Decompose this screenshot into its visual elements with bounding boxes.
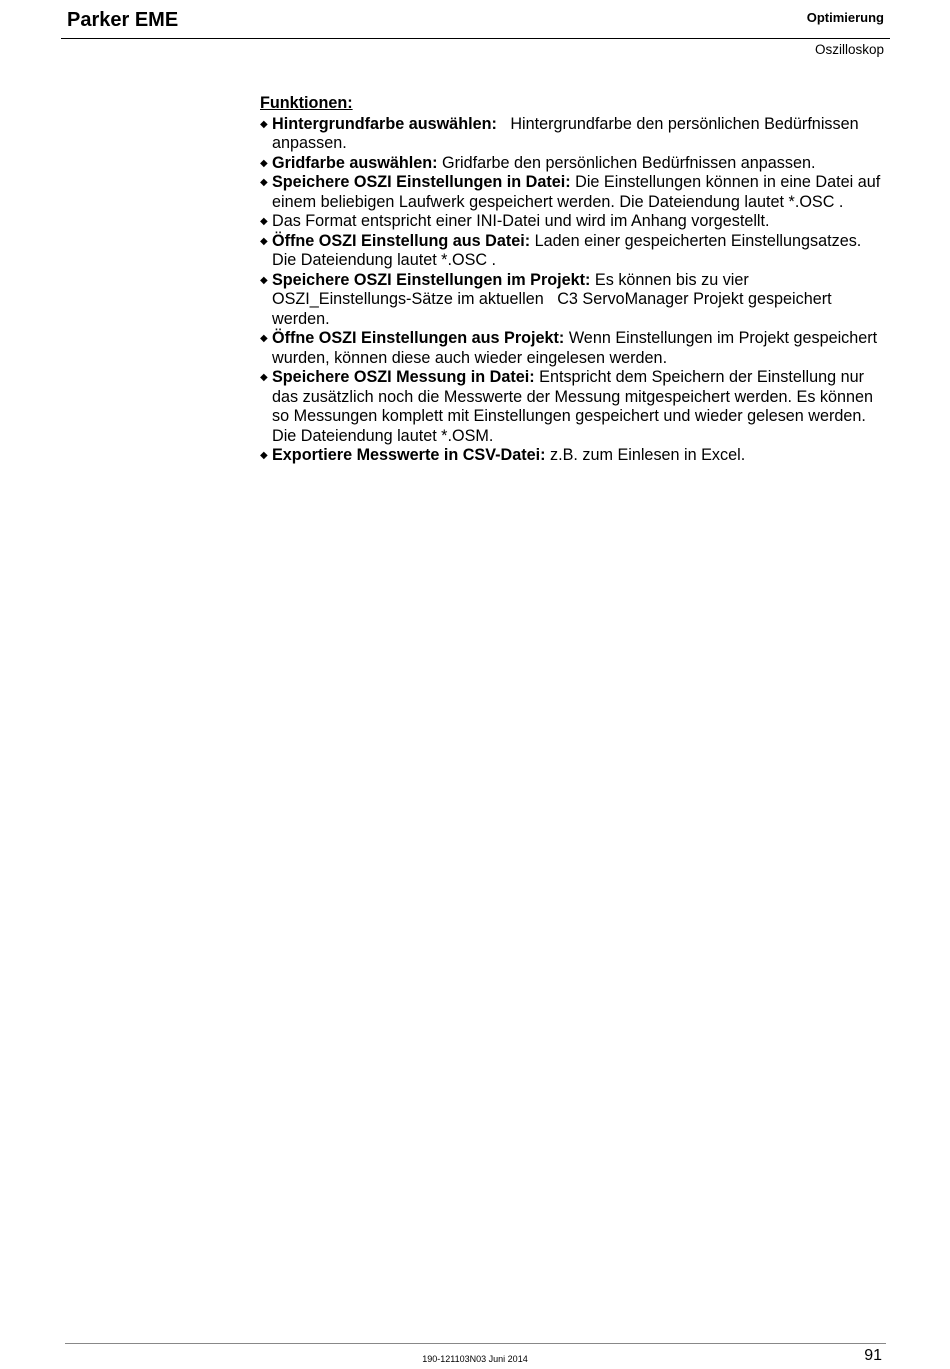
item-term: Hintergrundfarbe auswählen: (272, 114, 497, 133)
item-term: Exportiere Messwerte in CSV-Datei: (272, 446, 546, 464)
footer-divider (65, 1343, 886, 1344)
list-item (260, 212, 890, 232)
item-text: Es können bis zu vier OSZI_Einstellungs-Sätze im aktuellen C3 ServoManager Projekt gespeichert werden. (272, 270, 832, 328)
diamond-bullet-icon: ◆ (260, 372, 268, 383)
item-text: Laden einer gespeicherten Einstellungsatzes. Die Dateiendung lautet *.OSC . (272, 231, 862, 269)
item-term: Öffne OSZI Einstellung aus Datei: (272, 231, 531, 250)
diamond-bullet-icon: ◆ (260, 157, 268, 169)
item-term: Gridfarbe auswählen: (272, 153, 438, 172)
page-number: 91 (864, 1347, 882, 1364)
document-body (260, 94, 890, 466)
item-text: Das Format entspricht einer INI-Datei und wird im Anhang vorgestellt. (272, 212, 770, 230)
item-term: Speichere OSZI Einstellungen in Datei: (272, 173, 571, 191)
diamond-bullet-icon: ◆ (260, 118, 268, 130)
item-text: Hintergrundfarbe den persönlichen Bedürfnissen anpassen. (272, 114, 859, 152)
brand-title: Parker EME (67, 9, 179, 31)
list-item (260, 173, 890, 212)
item-text: Die Einstellungen können in eine Datei auf einem beliebigen Laufwerk gespeichert werden. Die Dateiendung lautet *.OSC . (272, 173, 881, 211)
list-item (260, 271, 890, 330)
document-id: 190-121103N03 Juni 2014 (422, 1354, 528, 1364)
list-item (260, 329, 890, 368)
diamond-bullet-icon: ◆ (260, 177, 268, 188)
header-divider (61, 38, 890, 39)
functions-list (260, 115, 890, 466)
diamond-bullet-icon: ◆ (260, 450, 268, 461)
section-title: Oszilloskop (814, 42, 884, 57)
item-text: Entspricht dem Speichern der Einstellung nur das zusätzlich noch die Messwerte der Messung mitgespeichert werden. Es können so Messungen komplett mit Einstellungen gespeichert und wieder gelesen werden. Die Dateiendung lautet *.OSM. (272, 368, 874, 445)
diamond-bullet-icon: ◆ (260, 235, 268, 247)
item-text: Wenn Einstellungen im Projekt gespeichert wurden, können diese auch wieder eingelesen werden. (272, 329, 878, 367)
diamond-bullet-icon: ◆ (260, 274, 268, 286)
list-item (260, 115, 890, 154)
diamond-bullet-icon: ◆ (260, 333, 268, 344)
diamond-bullet-icon: ◆ (260, 216, 268, 227)
item-text: z.B. zum Einlesen in Excel. (545, 446, 746, 464)
chapter-title: Optimierung (806, 10, 884, 25)
item-text: Gridfarbe den persönlichen Bedürfnissen anpassen. (437, 153, 816, 172)
list-item (260, 232, 890, 271)
item-term: Öffne OSZI Einstellungen aus Projekt: (272, 329, 565, 347)
functions-heading: Funktionen: (260, 94, 353, 112)
item-term: Speichere OSZI Einstellungen im Projekt: (272, 270, 591, 289)
list-item (260, 154, 890, 174)
item-term: Speichere OSZI Messung in Datei: (272, 368, 535, 386)
list-item (260, 446, 890, 466)
list-item (260, 368, 890, 446)
